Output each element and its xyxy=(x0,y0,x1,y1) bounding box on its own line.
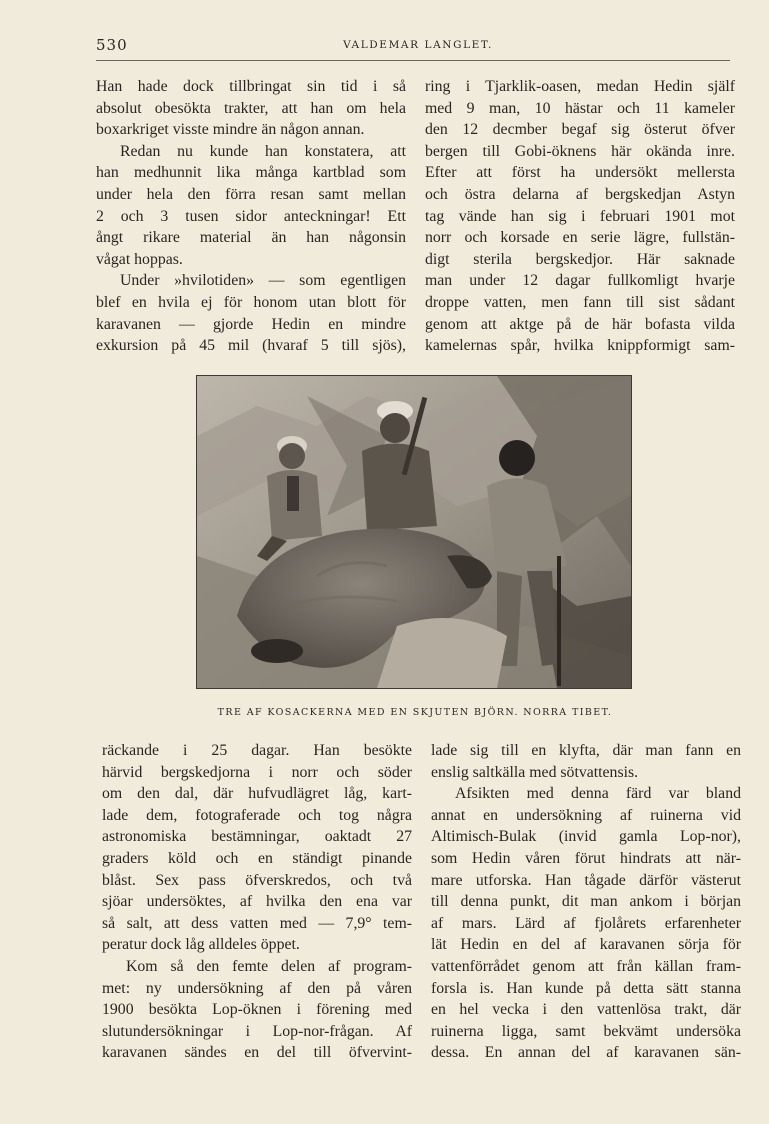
photograph-illustration xyxy=(197,376,631,688)
paragraph xyxy=(431,740,741,783)
text-line: ring i Tjarklik-oasen, medan Hedin själf xyxy=(425,78,735,95)
text-line: sjöar undersöktes, af hvilka den ena var xyxy=(102,893,412,911)
text-line: Kom så den femte delen af program- xyxy=(126,957,412,975)
text-line: kamelernas spår, hvilka knippformigt sam- xyxy=(425,337,735,355)
text-line: dessa. En annan del af karavanen sän- xyxy=(431,1044,741,1062)
text-line: en hel vecka i den vattenlösa trakt, där xyxy=(431,1001,741,1019)
text-line: forsla is. Han kunde på detta sätt stanna xyxy=(431,979,741,997)
text-line: härvid bergskedjorna i norr och söder xyxy=(102,763,412,781)
text-line: tag vände han sig i februari 1901 mot xyxy=(425,207,735,225)
text-line: vattenförrådet genom att från källan fram- xyxy=(431,957,741,975)
text-line: enslig saltkälla med sötvattensis. xyxy=(431,763,639,781)
text-line: blef en hvila ej för honom utan blott för xyxy=(96,293,406,311)
text-line: till denna punkt, dit man ankom i början xyxy=(431,893,741,911)
text-line: af mars. Lärd af fjolårets erfarenheter xyxy=(431,914,741,932)
text-line: lade sig till en klyfta, där man fann en xyxy=(431,742,741,759)
paragraph xyxy=(431,783,741,1064)
text-line: om den dal, där hufvudlägret låg, kart- xyxy=(102,785,412,803)
text-line: exkursion på 45 mil (hvaraf 5 till sjös), xyxy=(96,337,406,355)
text-line: Han hade dock tillbringat sin tid i så xyxy=(96,78,406,95)
text-line: Redan nu kunde han konstatera, att xyxy=(120,142,406,160)
text-line: den 12 decmber begaf sig österut öfver xyxy=(425,121,735,139)
text-line: droppe vatten, men fann till sist sådant xyxy=(425,293,735,311)
text-line: annat en undersökning af ruinerna vid xyxy=(431,806,741,824)
text-line: så salt, att dess vatten med — 7,9° tem- xyxy=(102,914,412,932)
text-line: astronomiska bestämningar, oaktadt 27 xyxy=(102,828,412,846)
paragraph xyxy=(96,270,406,356)
text-line: lade dem, fotograferade och tog några xyxy=(102,806,412,824)
paragraph xyxy=(96,76,406,141)
paragraph xyxy=(102,956,412,1064)
text-line: man under 12 dagar fullkomligt hvarje xyxy=(425,272,735,290)
text-line: met: ny undersökning af den på våren xyxy=(102,979,412,997)
column-left-top xyxy=(96,76,406,357)
paragraph xyxy=(102,740,412,956)
text-line: digt sterila bergskedjor. Här saknade xyxy=(425,250,735,268)
text-line: Efter att först ha undersökt mellersta xyxy=(425,164,735,182)
text-line: Altimisch-Bulak (invid gamla Lop-nor), xyxy=(431,828,741,846)
text-line: Afsikten med denna färd var bland xyxy=(455,785,741,803)
text-line: mare utforska. Han tågade därför västerut xyxy=(431,871,741,889)
column-left-bottom xyxy=(102,740,412,1064)
paragraph xyxy=(96,141,406,271)
text-line: graders köld och en ständigt pinande xyxy=(102,849,412,867)
text-line: karavanen — gjorde Hedin en mindre xyxy=(96,315,406,333)
page-number: 530 xyxy=(96,36,128,54)
text-line: med 9 man, 10 hästar och 11 kameler xyxy=(425,99,735,117)
text-line: karavanen sändes en del till öfvervint- xyxy=(102,1044,412,1062)
paragraph xyxy=(425,76,735,357)
text-line: ångt rikare material än han någonsin xyxy=(96,229,406,247)
figure-caption: TRE AF KOSACKERNA MED EN SKJUTEN BJÖRN. NORRA TIBET. xyxy=(217,707,613,718)
text-line: räckande i 25 dagar. Han besökte xyxy=(102,742,412,759)
text-line: slutundersökningar i Lop-nor-frågan. Af xyxy=(102,1022,412,1040)
column-right-bottom xyxy=(431,740,741,1064)
text-line: norr och korsade en serie lägre, fullstän- xyxy=(425,229,735,247)
text-line: absolut obesökta trakter, att han om hela xyxy=(96,99,406,117)
text-line: peratur dock låg alldeles öppet. xyxy=(102,936,300,954)
text-line: han medhunnit lika många kartblad som xyxy=(96,164,406,182)
page-header xyxy=(96,36,730,61)
text-line: under hela den förra resan samt mellan xyxy=(96,185,406,203)
text-line: lät Hedin en del af karavanen sörja för xyxy=(431,936,741,954)
text-line: vågat hoppas. xyxy=(96,250,183,268)
text-line: som Hedin våren förut hindrats att när- xyxy=(431,849,741,867)
running-head: VALDEMAR LANGLET. xyxy=(343,39,493,51)
text-line: 1900 besökta Lop-öknen i förening med xyxy=(102,1001,412,1019)
text-line: genom att aktge på de här bofasta vilda xyxy=(425,315,735,333)
photograph-bear-hunters xyxy=(196,375,632,689)
column-right-top xyxy=(425,76,735,357)
text-line: Under »hvilotiden» — som egentligen xyxy=(120,272,406,290)
text-line: blåst. Sex pass öfverskredos, och två xyxy=(102,871,412,889)
text-line: boxarkriget visste mindre än någon annan. xyxy=(96,121,365,139)
text-line: ruinerna ligga, samt bekvämt undersöka xyxy=(431,1022,741,1040)
text-line: bergen till Gobi-öknens här okända inre. xyxy=(425,142,735,160)
text-line: 2 och 3 tusen sidor anteckningar! Ett xyxy=(96,207,406,225)
text-line: och östra delarna af bergskedjan Astyn xyxy=(425,185,735,203)
